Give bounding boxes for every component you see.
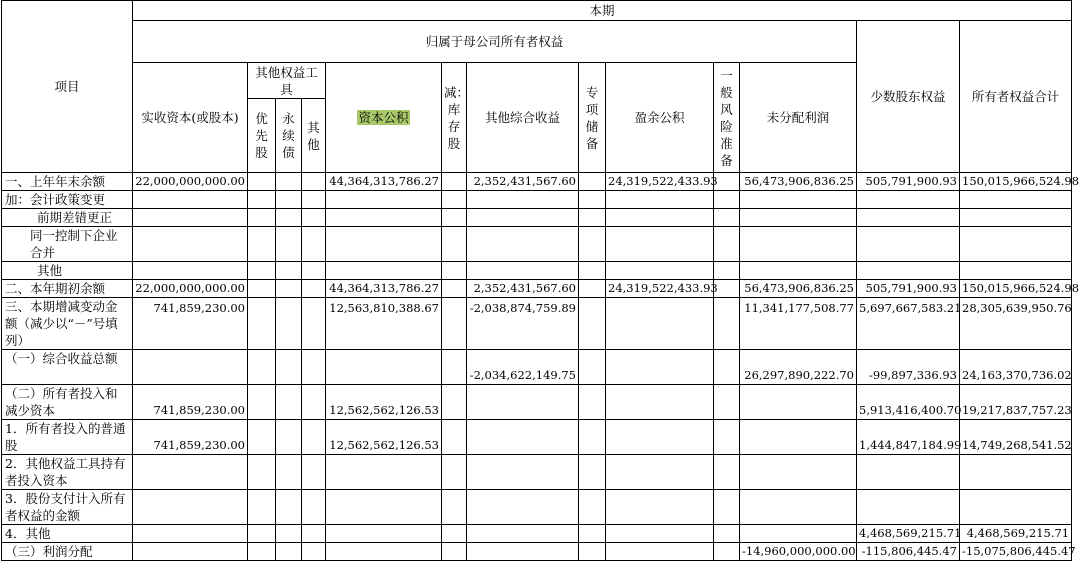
cell-oci: 2,352,431,567.60 xyxy=(467,280,579,298)
cell-undistributed xyxy=(740,209,857,227)
cell-capital-reserve xyxy=(326,209,442,227)
header-perpetual: 永续债 xyxy=(276,99,302,173)
cell-perpetual xyxy=(276,262,302,280)
cell-oci xyxy=(467,191,579,209)
cell-capital-reserve xyxy=(326,543,442,561)
table-row xyxy=(2,490,1072,525)
row-label: 二、本年期初余额 xyxy=(2,280,133,298)
cell-total: 28,305,639,950.76 xyxy=(960,298,1072,350)
header-general-risk: 一般风险准备 xyxy=(714,63,740,173)
cell-surplus xyxy=(606,420,714,455)
cell-paid-in xyxy=(133,262,248,280)
header-preferred: 优先股 xyxy=(248,99,276,173)
table-row xyxy=(2,543,1072,561)
header-capital-reserve xyxy=(326,63,442,173)
cell-general-risk xyxy=(714,543,740,561)
cell-general-risk xyxy=(714,298,740,350)
table-row xyxy=(2,227,1072,262)
row-label: 4．其他 xyxy=(2,525,133,543)
row-label: 3．股份支付计入所有者权益的金额 xyxy=(2,490,133,525)
cell-preferred xyxy=(248,525,276,543)
cell-general-risk xyxy=(714,209,740,227)
cell-capital-reserve xyxy=(326,490,442,525)
cell-special-reserve xyxy=(579,298,606,350)
row-label: 1．所有者投入的普通股 xyxy=(2,420,133,455)
cell-total: -15,075,806,445.47 xyxy=(960,543,1072,561)
cell-capital-reserve xyxy=(326,455,442,490)
cell-other-tool xyxy=(302,191,326,209)
cell-treasury-stock xyxy=(442,280,467,298)
cell-surplus: 24,319,522,433.93 xyxy=(606,173,714,191)
cell-preferred xyxy=(248,298,276,350)
cell-total xyxy=(960,227,1072,262)
cell-minority: 505,791,900.93 xyxy=(857,173,960,191)
cell-perpetual xyxy=(276,191,302,209)
cell-capital-reserve: 44,364,313,786.27 xyxy=(326,280,442,298)
cell-special-reserve xyxy=(579,543,606,561)
cell-minority: 4,468,569,215.71 xyxy=(857,525,960,543)
cell-surplus xyxy=(606,191,714,209)
row-label: 其他 xyxy=(2,262,133,280)
cell-surplus xyxy=(606,298,714,350)
cell-paid-in xyxy=(133,490,248,525)
cell-treasury-stock xyxy=(442,543,467,561)
cell-surplus xyxy=(606,490,714,525)
row-label: 2．其他权益工具持有者投入资本 xyxy=(2,455,133,490)
table-row xyxy=(2,298,1072,350)
cell-minority xyxy=(857,490,960,525)
row-label: （三）利润分配 xyxy=(2,543,133,561)
cell-total: 150,015,966,524.98 xyxy=(960,280,1072,298)
cell-special-reserve xyxy=(579,490,606,525)
cell-special-reserve xyxy=(579,385,606,420)
cell-treasury-stock xyxy=(442,173,467,191)
cell-surplus: 24,319,522,433.93 xyxy=(606,280,714,298)
cell-minority: -115,806,445.47 xyxy=(857,543,960,561)
table-row xyxy=(2,191,1072,209)
cell-oci: -2,034,622,149.75 xyxy=(467,350,579,385)
cell-undistributed xyxy=(740,227,857,262)
cell-other-tool xyxy=(302,543,326,561)
cell-undistributed: 56,473,906,836.25 xyxy=(740,173,857,191)
cell-preferred xyxy=(248,280,276,298)
cell-minority: 505,791,900.93 xyxy=(857,280,960,298)
cell-undistributed: -14,960,000,000.00 xyxy=(740,543,857,561)
header-item: 项目 xyxy=(2,1,133,173)
cell-preferred xyxy=(248,227,276,262)
cell-capital-reserve xyxy=(326,525,442,543)
row-label: 三、本期增减变动金额（减少以“－”号填列） xyxy=(2,298,133,350)
header-special-reserve: 专项储备 xyxy=(579,63,606,173)
cell-minority: 5,913,416,400.70 xyxy=(857,385,960,420)
cell-other-tool xyxy=(302,455,326,490)
cell-minority xyxy=(857,455,960,490)
table-row xyxy=(2,350,1072,385)
cell-other-tool xyxy=(302,227,326,262)
highlight-mark: 资本公积 xyxy=(358,110,409,125)
cell-treasury-stock xyxy=(442,420,467,455)
cell-total: 19,217,837,757.23 xyxy=(960,385,1072,420)
cell-minority: 5,697,667,583.21 xyxy=(857,298,960,350)
cell-capital-reserve xyxy=(326,191,442,209)
cell-total: 150,015,966,524.98 xyxy=(960,173,1072,191)
cell-total: 24,163,370,736.02 xyxy=(960,350,1072,385)
cell-special-reserve xyxy=(579,420,606,455)
cell-preferred xyxy=(248,173,276,191)
cell-perpetual xyxy=(276,525,302,543)
cell-other-tool xyxy=(302,350,326,385)
cell-undistributed xyxy=(740,490,857,525)
cell-paid-in xyxy=(133,455,248,490)
cell-special-reserve xyxy=(579,227,606,262)
cell-undistributed: 11,341,177,508.77 xyxy=(740,298,857,350)
cell-treasury-stock xyxy=(442,385,467,420)
cell-capital-reserve: 12,562,562,126.53 xyxy=(326,420,442,455)
header-parent-equity: 归属于母公司所有者权益 xyxy=(133,21,857,63)
cell-total xyxy=(960,455,1072,490)
cell-other-tool xyxy=(302,209,326,227)
cell-minority xyxy=(857,191,960,209)
table-row xyxy=(2,420,1072,455)
cell-paid-in: 22,000,000,000.00 xyxy=(133,173,248,191)
cell-other-tool xyxy=(302,490,326,525)
cell-undistributed xyxy=(740,455,857,490)
cell-special-reserve xyxy=(579,455,606,490)
header-other-tool: 其他 xyxy=(302,99,326,173)
cell-special-reserve xyxy=(579,280,606,298)
cell-oci xyxy=(467,227,579,262)
header-period: 本期 xyxy=(133,1,1072,21)
cell-treasury-stock xyxy=(442,525,467,543)
cell-surplus xyxy=(606,455,714,490)
cell-capital-reserve: 44,364,313,786.27 xyxy=(326,173,442,191)
table-row xyxy=(2,209,1072,227)
cell-oci xyxy=(467,420,579,455)
row-label: （一）综合收益总额 xyxy=(2,350,133,385)
cell-special-reserve xyxy=(579,350,606,385)
cell-paid-in: 741,859,230.00 xyxy=(133,420,248,455)
cell-paid-in: 741,859,230.00 xyxy=(133,385,248,420)
table-row xyxy=(2,280,1072,298)
header-surplus-reserve: 盈余公积 xyxy=(606,63,714,173)
table-row xyxy=(2,385,1072,420)
cell-general-risk xyxy=(714,525,740,543)
cell-general-risk xyxy=(714,262,740,280)
row-label: （二）所有者投入和减少资本 xyxy=(2,385,133,420)
equity-change-table xyxy=(1,0,1079,561)
cell-other-tool xyxy=(302,385,326,420)
cell-capital-reserve: 12,562,562,126.53 xyxy=(326,385,442,420)
cell-preferred xyxy=(248,191,276,209)
cell-undistributed xyxy=(740,191,857,209)
cell-surplus xyxy=(606,385,714,420)
cell-paid-in xyxy=(133,350,248,385)
cell-surplus xyxy=(606,350,714,385)
cell-paid-in: 741,859,230.00 xyxy=(133,298,248,350)
cell-surplus xyxy=(606,262,714,280)
header-total: 所有者权益合计 xyxy=(960,21,1072,173)
table-body xyxy=(2,173,1079,561)
cell-perpetual xyxy=(276,490,302,525)
cell-treasury-stock xyxy=(442,262,467,280)
cell-undistributed: 56,473,906,836.25 xyxy=(740,280,857,298)
cell-oci xyxy=(467,525,579,543)
cell-oci xyxy=(467,385,579,420)
cell-undistributed xyxy=(740,525,857,543)
cell-oci xyxy=(467,262,579,280)
header-paid-in-capital: 实收资本(或股本) xyxy=(133,63,248,173)
cell-surplus xyxy=(606,543,714,561)
cell-surplus xyxy=(606,209,714,227)
cell-special-reserve xyxy=(579,173,606,191)
row-label: 同一控制下企业合并 xyxy=(2,227,133,262)
row-label: 加：会计政策变更 xyxy=(2,191,133,209)
cell-treasury-stock xyxy=(442,350,467,385)
cell-special-reserve xyxy=(579,525,606,543)
cell-treasury-stock xyxy=(442,209,467,227)
cell-total xyxy=(960,191,1072,209)
cell-minority: -99,897,336.93 xyxy=(857,350,960,385)
header-minority: 少数股东权益 xyxy=(857,21,960,173)
cell-general-risk xyxy=(714,350,740,385)
cell-minority: 1,444,847,184.99 xyxy=(857,420,960,455)
cell-perpetual xyxy=(276,173,302,191)
cell-perpetual xyxy=(276,298,302,350)
cell-capital-reserve: 12,563,810,388.67 xyxy=(326,298,442,350)
cell-special-reserve xyxy=(579,262,606,280)
cell-preferred xyxy=(248,455,276,490)
cell-perpetual xyxy=(276,420,302,455)
header-oci: 其他综合收益 xyxy=(467,63,579,173)
table-row xyxy=(2,173,1072,191)
cell-oci: -2,038,874,759.89 xyxy=(467,298,579,350)
cell-oci xyxy=(467,455,579,490)
cell-surplus xyxy=(606,227,714,262)
cell-surplus xyxy=(606,525,714,543)
cell-special-reserve xyxy=(579,209,606,227)
cell-perpetual xyxy=(276,280,302,298)
cell-perpetual xyxy=(276,227,302,262)
row-label: 一、上年年末余额 xyxy=(2,173,133,191)
cell-minority xyxy=(857,209,960,227)
cell-paid-in xyxy=(133,543,248,561)
cell-preferred xyxy=(248,385,276,420)
cell-capital-reserve xyxy=(326,227,442,262)
cell-perpetual xyxy=(276,385,302,420)
cell-total xyxy=(960,490,1072,525)
cell-paid-in xyxy=(133,209,248,227)
header-undistributed: 未分配利润 xyxy=(740,63,857,173)
cell-other-tool xyxy=(302,298,326,350)
cell-general-risk xyxy=(714,490,740,525)
cell-oci xyxy=(467,490,579,525)
cell-total xyxy=(960,209,1072,227)
cell-undistributed xyxy=(740,262,857,280)
cell-general-risk xyxy=(714,455,740,490)
cell-perpetual xyxy=(276,350,302,385)
cell-preferred xyxy=(248,262,276,280)
cell-undistributed xyxy=(740,420,857,455)
cell-minority xyxy=(857,227,960,262)
cell-minority xyxy=(857,262,960,280)
cell-other-tool xyxy=(302,525,326,543)
cell-special-reserve xyxy=(579,191,606,209)
cell-treasury-stock xyxy=(442,227,467,262)
row-label: 前期差错更正 xyxy=(2,209,133,227)
cell-treasury-stock xyxy=(442,298,467,350)
cell-treasury-stock xyxy=(442,191,467,209)
header-other-equity-tools: 其他权益工具 xyxy=(248,63,326,99)
table-row xyxy=(2,455,1072,490)
cell-perpetual xyxy=(276,209,302,227)
cell-paid-in xyxy=(133,525,248,543)
cell-oci xyxy=(467,209,579,227)
cell-general-risk xyxy=(714,420,740,455)
cell-other-tool xyxy=(302,262,326,280)
cell-treasury-stock xyxy=(442,490,467,525)
cell-undistributed: 26,297,890,222.70 xyxy=(740,350,857,385)
cell-paid-in xyxy=(133,191,248,209)
cell-preferred xyxy=(248,543,276,561)
cell-perpetual xyxy=(276,543,302,561)
cell-capital-reserve xyxy=(326,262,442,280)
cell-general-risk xyxy=(714,191,740,209)
cell-oci: 2,352,431,567.60 xyxy=(467,173,579,191)
cell-general-risk xyxy=(714,227,740,262)
cell-perpetual xyxy=(276,455,302,490)
cell-oci xyxy=(467,543,579,561)
cell-paid-in: 22,000,000,000.00 xyxy=(133,280,248,298)
cell-other-tool xyxy=(302,420,326,455)
cell-preferred xyxy=(248,209,276,227)
cell-capital-reserve xyxy=(326,350,442,385)
cell-other-tool xyxy=(302,280,326,298)
table-row xyxy=(2,525,1072,543)
header-treasury-stock: 减：库存股 xyxy=(442,63,467,173)
cell-paid-in xyxy=(133,227,248,262)
cell-preferred xyxy=(248,420,276,455)
cell-total xyxy=(960,262,1072,280)
cell-other-tool xyxy=(302,173,326,191)
cell-total: 4,468,569,215.71 xyxy=(960,525,1072,543)
cell-total: 14,749,268,541.52 xyxy=(960,420,1072,455)
cell-preferred xyxy=(248,490,276,525)
cell-preferred xyxy=(248,350,276,385)
cell-undistributed xyxy=(740,385,857,420)
table-row xyxy=(2,262,1072,280)
cell-general-risk xyxy=(714,385,740,420)
cell-treasury-stock xyxy=(442,455,467,490)
